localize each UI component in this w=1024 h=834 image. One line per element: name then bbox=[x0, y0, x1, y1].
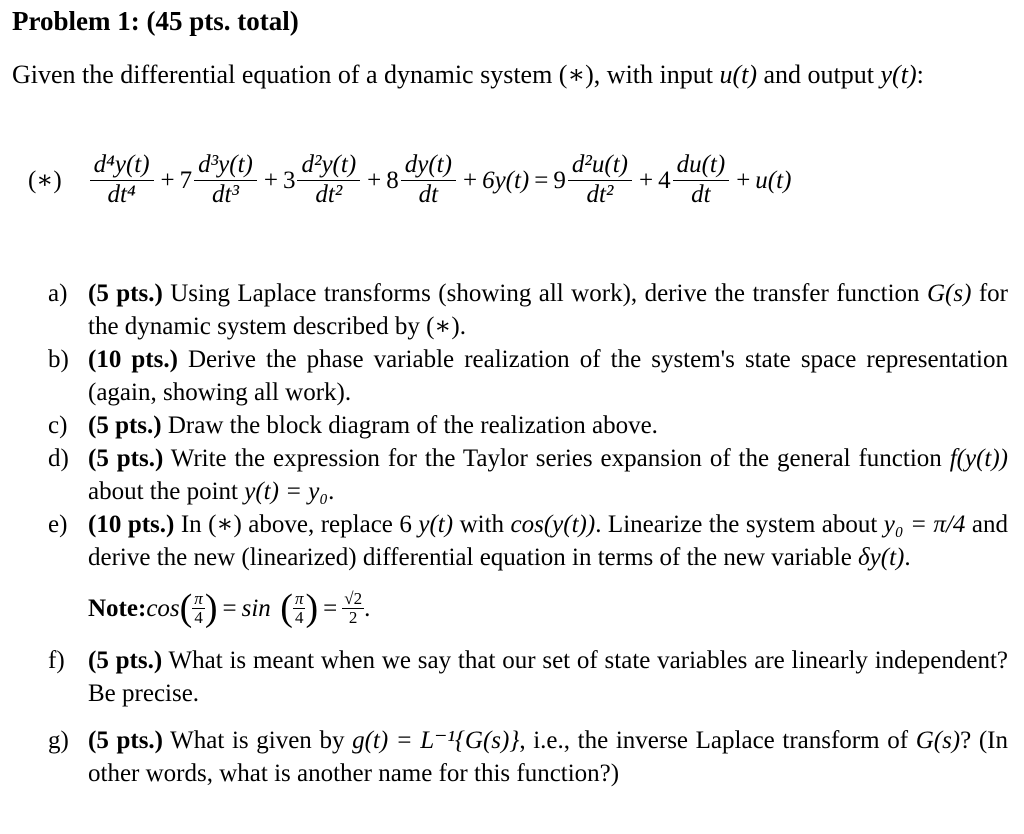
problem-parts bbox=[48, 277, 1008, 790]
pi-over-4: π 4 bbox=[294, 588, 304, 627]
part-d: d) (5 pts.) Write the expression for the Taylor series expansion of the general function f(y(t)) about the point y(t) = y₀. bbox=[48, 445, 1008, 505]
part-f: f) (5 pts.) What is meant when we say that our set of state variables are linearly independent? Be precise. bbox=[48, 647, 1008, 707]
pi-over-4: π 4 bbox=[194, 588, 203, 627]
sqrt2-over-2: $\frac{√2}{2}$ bbox=[344, 588, 363, 627]
intro-text: Given the differential equation of a dynamic system (∗), with input u(t) and output y(t): bbox=[12, 60, 924, 89]
output-var: y(t) bbox=[880, 60, 917, 89]
coef-4: 4 bbox=[658, 166, 671, 194]
term-u: u(t) bbox=[755, 166, 792, 194]
coef-3: 3 bbox=[282, 166, 296, 194]
term-first-derivative: $\frac{dy(t)}{dt}$ bbox=[401, 151, 456, 210]
term-second-derivative: $\frac{\text{d²y(t)}}{\text{dt²}}$ bbox=[297, 151, 360, 210]
part-b: b) (10 pts.) Derive the phase variable realization of the system's state space representation (again, showing all work). bbox=[48, 346, 1008, 406]
term-second-derivative-u: $\frac{\text{d²u(t)}}{\text{dt²}}$ bbox=[568, 151, 632, 210]
differential-equation: (∗) $\frac{\text{d⁴y(t)}}{\text{dt⁴}}$ + 7 $\frac{\text{d³y(t)}}{\text{dt³}}$ + 3 $\frac{\text{d²y(t)}}{\text{dt²}}$ + 8 $\frac{dy(t)}{dt}$ + 6y(t) = 9 $\frac{\text{d²u(t)}}{\text{dt²}}$ + 4 $\frac{du(t)}{dt}$ + u(t) bbox=[28, 150, 792, 208]
coef-8: 8 bbox=[386, 166, 399, 194]
page-title: Problem 1: (45 pts. total) bbox=[12, 6, 299, 36]
part-e: e) (10 pts.) In (∗) above, replace 6 y(t) with cos(y(t)). Linearize the system about y₀ = π/4 and derive the new (linearized) differential equation in terms of the new variable δy(t). bbox=[48, 511, 1008, 571]
term-fourth-derivative: $\frac{\text{d⁴y(t)}}{\text{dt⁴}}$ bbox=[90, 151, 154, 210]
term-6y: 6y(t) bbox=[482, 166, 530, 194]
part-g: g) (5 pts.) What is given by g(t) = L⁻¹{G(s)}, i.e., the inverse Laplace transform of G(s)? (In other words, what is another name for this function?) bbox=[48, 727, 1009, 787]
input-var: u(t) bbox=[719, 60, 758, 89]
part-a: a) (5 pts.) Using Laplace transforms (showing all work), derive the transfer function G(s) for the dynamic system described by (∗). bbox=[48, 280, 1008, 340]
term-first-derivative-u: $\frac{du(t)}{dt}$ bbox=[673, 151, 730, 210]
note-trig-identity: Note: cos ( π 4 ) = sin ( π 4 ) = $\frac{√2}{2}$ . bbox=[88, 587, 371, 629]
coef-9: 9 bbox=[553, 166, 566, 194]
part-c: c) (5 pts.) Draw the block diagram of the realization above. bbox=[48, 412, 658, 439]
coef-7: 7 bbox=[179, 166, 193, 194]
equation-tag: (∗) bbox=[28, 166, 62, 194]
term-third-derivative: $\frac{\text{d³y(t)}}{\text{dt³}}$ bbox=[194, 151, 257, 210]
